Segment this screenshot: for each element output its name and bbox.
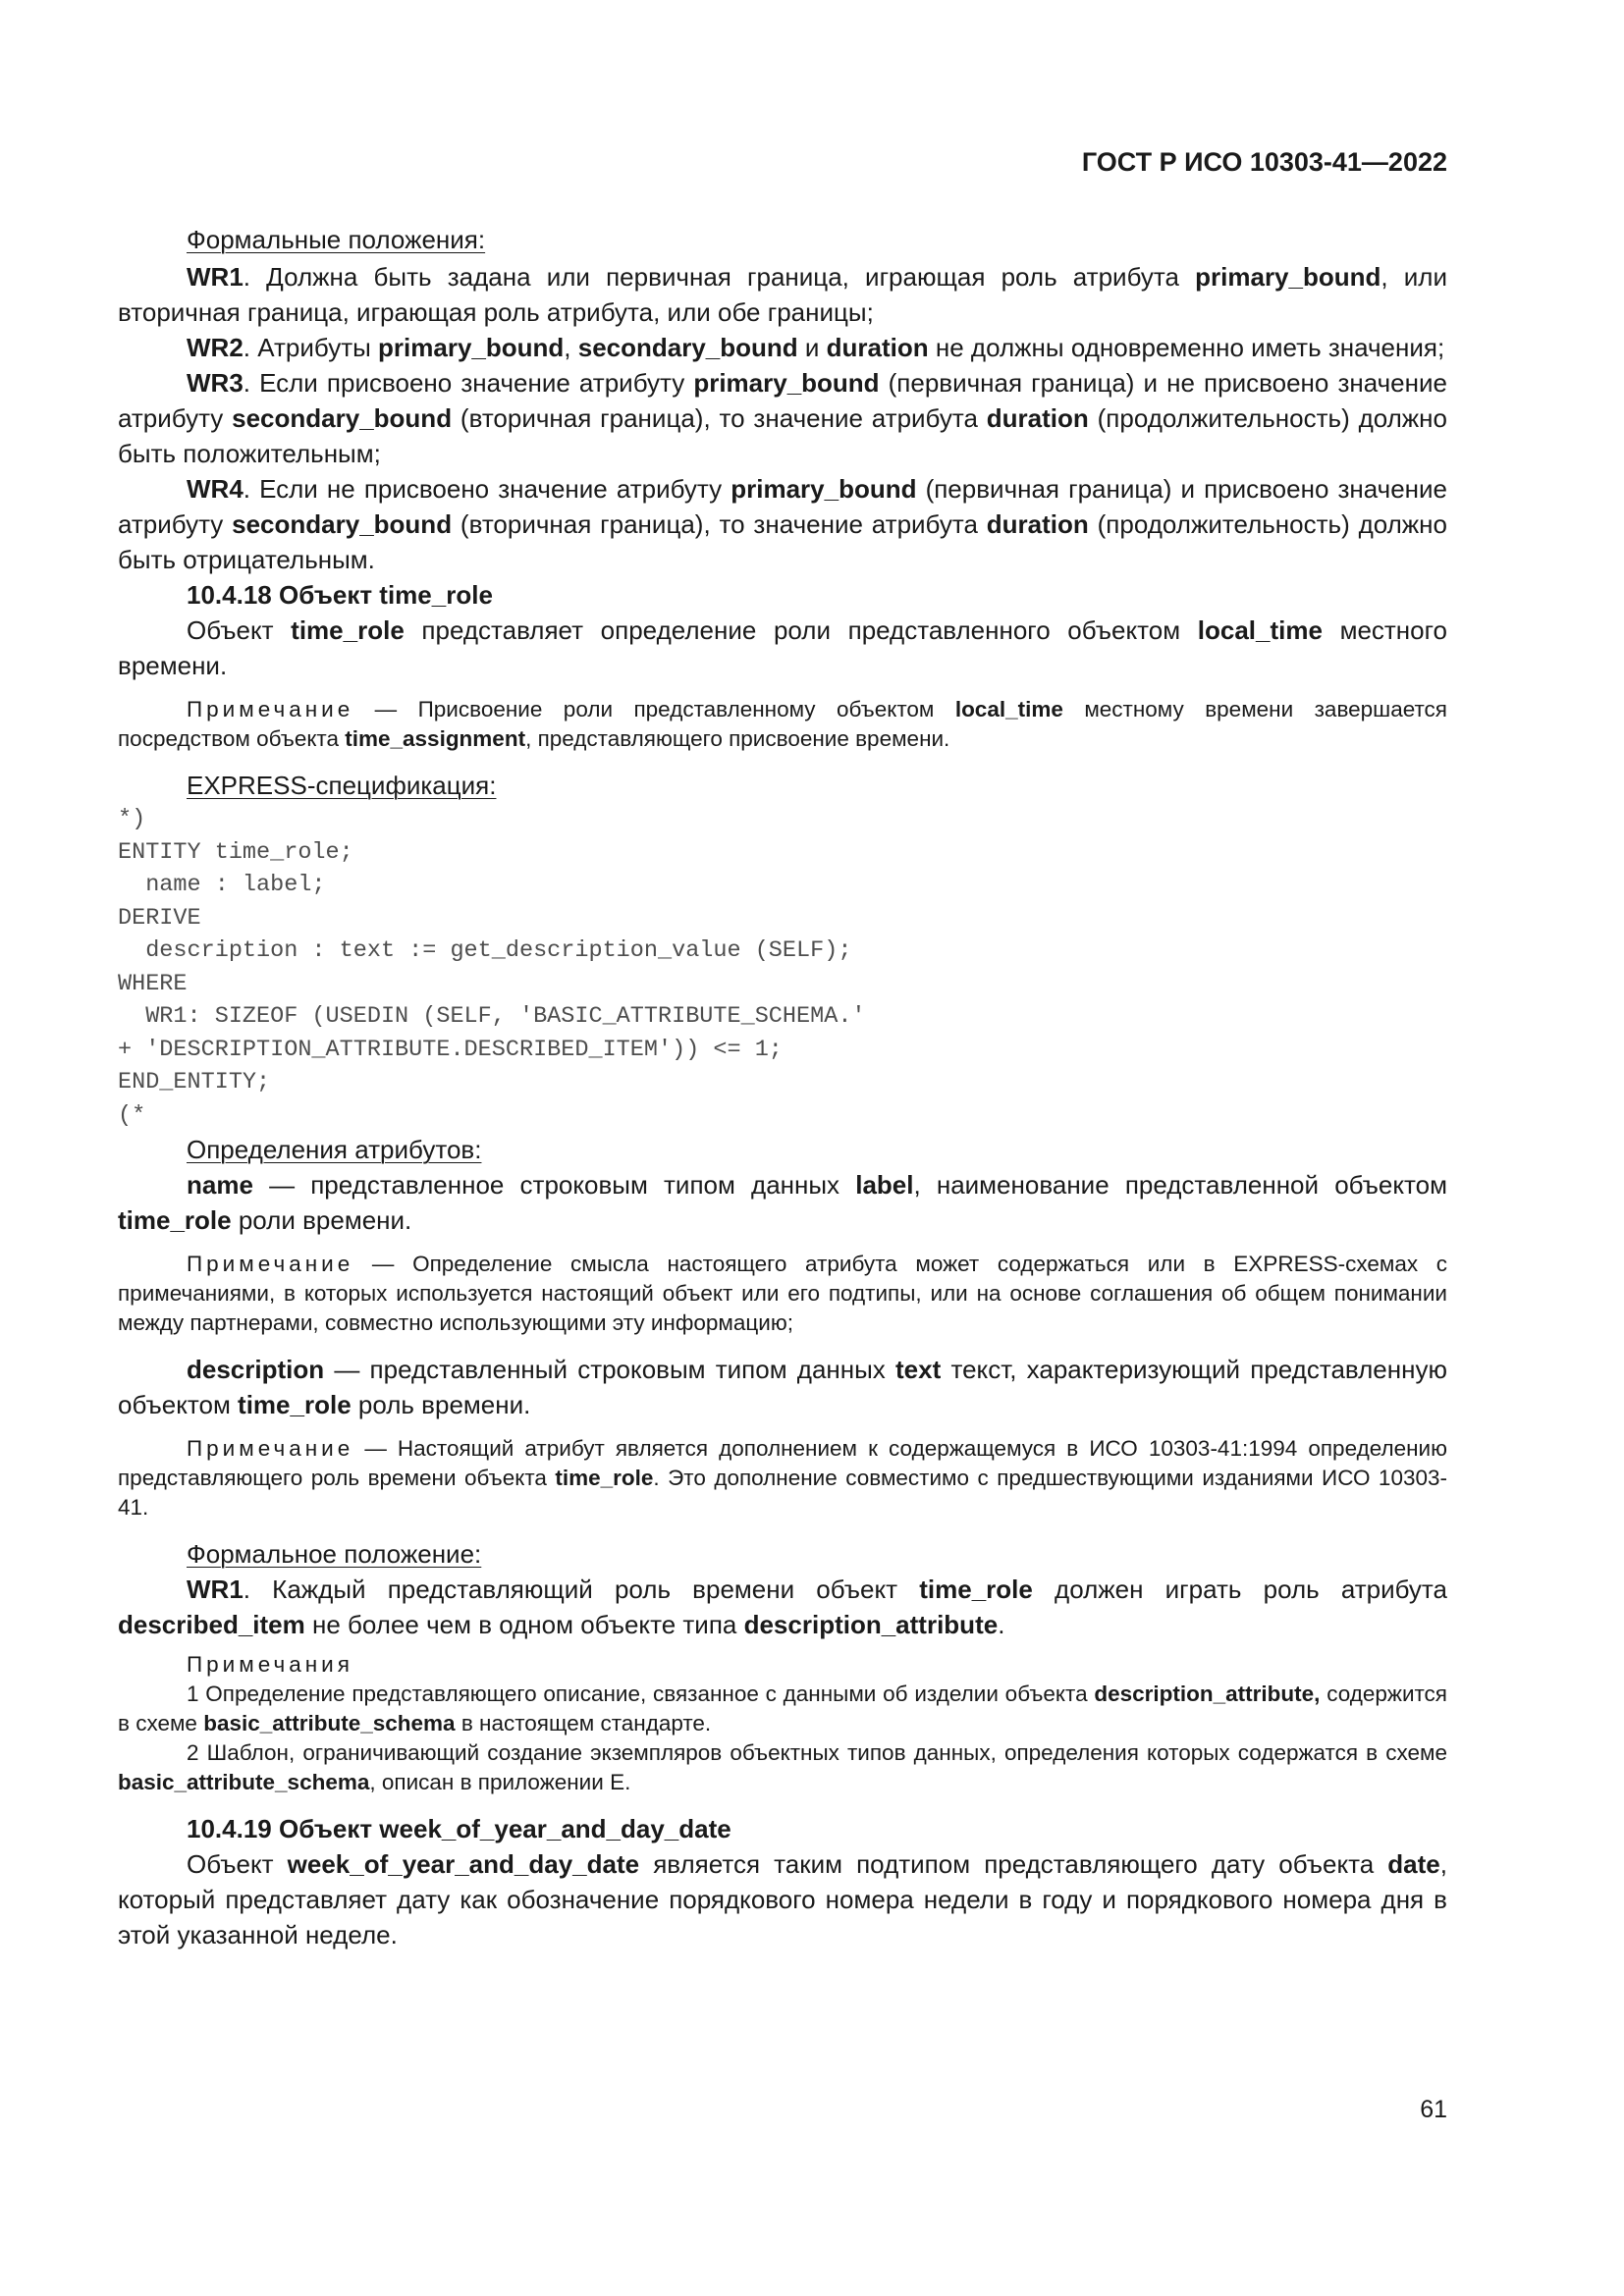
attribute-definitions-heading: Определения атрибутов: <box>187 1135 482 1164</box>
week-date-intro: Объект week_of_year_and_day_date является таким подтипом представляющего дату объекта date, который представляет дату как обозначение порядкового номера недели в году и порядкового номера дня в этой указанной неделе. <box>118 1849 1447 1949</box>
time-role-note: Примечание — Присвоение роли представленному объектом local_time местному времени завершается посредством объекта time_assignment, представляющего присвоение времени. <box>118 697 1447 751</box>
express-code-block: *) ENTITY time_role; name : label; DERIVE description : text := get_description_value (SELF); WHERE WR1: SIZEOF (USEDIN (SELF, 'BASIC_ATTRIBUTE_SCHEMA.' + 'DESCRIPTION_ATTRIBUTE.DESCRIBED_ITEM')) <= 1; END_ENTITY; (* <box>118 806 866 1129</box>
page-number: 61 <box>1420 2096 1447 2123</box>
section-10-4-19-title: 10.4.19 Объект week_of_year_and_day_date <box>187 1814 731 1843</box>
document-code-header: ГОСТ Р ИСО 10303-41—2022 <box>1081 147 1447 177</box>
note-item-2: 2 Шаблон, ограничивающий создание экземпляров объектных типов данных, определения которых содержатся в схеме basic_attribute_schema, описан в приложении E. <box>118 1740 1447 1794</box>
page-content <box>118 222 1447 1952</box>
wr1-paragraph: WR1. Должна быть задана или первичная граница, играющая роль атрибута primary_bound, или вторичная граница, играющая роль атрибута, или обе границы; <box>118 262 1447 327</box>
wr2-paragraph: WR2. Атрибуты primary_bound, secondary_bound и duration не должны одновременно иметь значения; <box>187 333 1445 362</box>
wr4-paragraph: WR4. Если не присвоено значение атрибуту primary_bound (первичная граница) и присвоено значение атрибуту secondary_bound (вторичная граница), то значение атрибута duration (продолжительность) должно быть отрицательным. <box>118 474 1448 574</box>
description-attribute-definition: description — представленный строковым типом данных text текст, характеризующий представленную объектом time_role роль времени. <box>118 1355 1447 1419</box>
note-item-1: 1 Определение представляющего описание, связанное с данными об изделии объекта description_attribute, содержится в схеме basic_attribute_schema в настоящем стандарте. <box>118 1682 1447 1735</box>
name-attribute-definition: name — представленное строковым типом данных label, наименование представленной объектом time_role роли времени. <box>118 1170 1448 1235</box>
name-attribute-note: Примечание — Определение смысла настоящего атрибута может содержаться или в EXPRESS-схемах с примечаниями, в которых используется настоящий объект или его подтипы, или на основе соглашения об общем понимании между партнерами, совместно использующими эту информацию; <box>118 1252 1447 1335</box>
section-10-4-18-title: 10.4.18 Объект time_role <box>187 580 493 610</box>
formal-provision-heading: Формальное положение: <box>187 1539 482 1569</box>
formal-wr1-paragraph: WR1. Каждый представляющий роль времени объект time_role должен играть роль атрибута described_item не более чем в одном объекте типа description_attribute. <box>118 1575 1448 1639</box>
description-attribute-note: Примечание — Настоящий атрибут является дополнением к содержащемуся в ИСО 10303-41:1994 определению представляющего роль времени объекта time_role. Это дополнение совместимо с предшествующими изданиями ИСО 10303-41. <box>118 1436 1447 1520</box>
express-spec-heading: EXPRESS-спецификация: <box>187 771 497 800</box>
wr3-paragraph: WR3. Если присвоено значение атрибуту primary_bound (первичная граница) и не присвоено значение атрибуту secondary_bound (вторичная граница), то значение атрибута duration (продолжительность) должно быть положительным; <box>118 368 1448 468</box>
time-role-intro: Объект time_role представляет определение роли представленного объектом local_time местного времени. <box>118 615 1447 680</box>
notes-label: Примечания <box>187 1652 353 1677</box>
formal-provisions-heading: Формальные положения: <box>187 225 486 254</box>
